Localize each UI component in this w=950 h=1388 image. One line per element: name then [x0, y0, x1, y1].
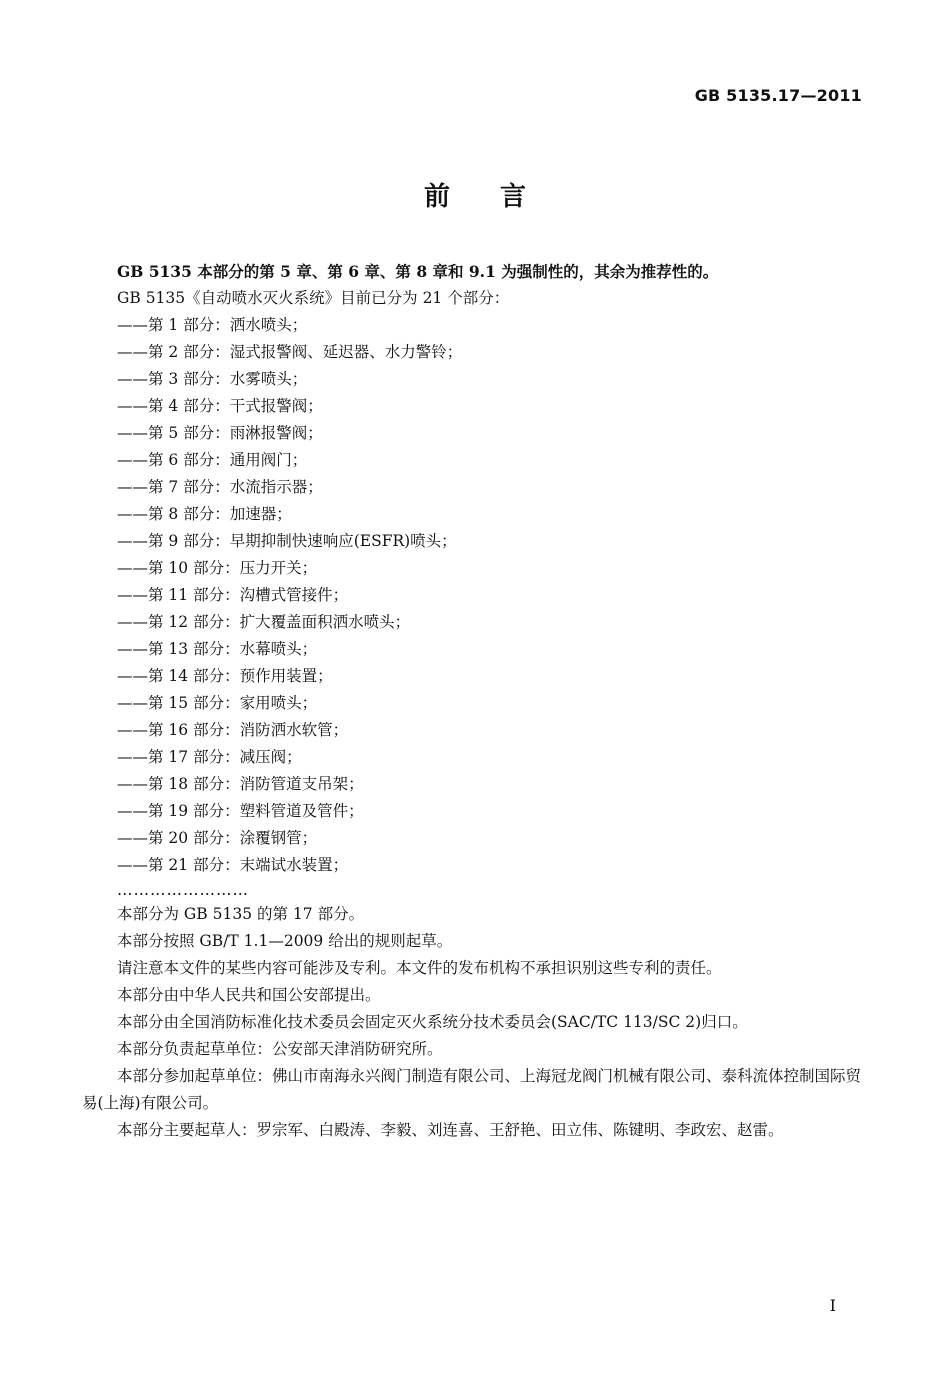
list-item: ——第 1 部分：洒水喷头；	[117, 316, 308, 334]
list-item: ——第 10 部分：压力开关；	[117, 559, 318, 577]
paragraph: 本部分负责起草单位：公安部天津消防研究所。	[117, 1040, 443, 1058]
list-item: ——第 20 部分：涂覆钢管；	[117, 829, 318, 847]
list-item: ——第 4 部分：干式报警阀；	[117, 397, 323, 415]
paragraph: 本部分主要起草人：罗宗军、白殿涛、李毅、刘连喜、王舒艳、田立伟、陈键明、李政宏、赵雷。	[117, 1121, 784, 1139]
list-item: ——第 9 部分：早期抑制快速响应(ESFR)喷头；	[117, 532, 457, 550]
list-item: ——第 11 部分：沟槽式管接件；	[117, 586, 349, 604]
list-item: ——第 7 部分：水流指示器；	[117, 478, 323, 496]
list-item: ——第 12 部分：扩大覆盖面积洒水喷头；	[117, 613, 411, 631]
page-title: 前言	[423, 182, 576, 212]
paragraph: 本部分由中华人民共和国公安部提出。	[117, 986, 381, 1004]
ellipsis-line: ……………………	[117, 881, 249, 899]
paragraph: 本部分按照 GB/T 1.1—2009 给出的规则起草。	[117, 932, 453, 950]
page-number: I	[829, 1296, 836, 1315]
standard-number: GB 5135.17—2011	[694, 86, 862, 105]
list-item: ——第 5 部分：雨淋报警阀；	[117, 424, 323, 442]
list-item: ——第 15 部分：家用喷头；	[117, 694, 318, 712]
list-item: ——第 2 部分：湿式报警阀、延迟器、水力警铃；	[117, 343, 463, 361]
list-item: ——第 16 部分：消防洒水软管；	[117, 721, 349, 739]
list-item: ——第 14 部分：预作用装置；	[117, 667, 333, 685]
document-body	[82, 258, 864, 1144]
list-item: ——第 18 部分：消防管道支吊架；	[117, 775, 364, 793]
list-item: ——第 3 部分：水雾喷头；	[117, 370, 308, 388]
list-item: ——第 19 部分：塑料管道及管件；	[117, 802, 364, 820]
list-item: ——第 13 部分：水幕喷头；	[117, 640, 318, 658]
list-item: ——第 6 部分：通用阀门；	[117, 451, 308, 469]
list-item: ——第 21 部分：末端试水装置；	[117, 856, 349, 874]
list-item: ——第 17 部分：减压阀；	[117, 748, 302, 766]
parts-list	[82, 312, 864, 879]
parts-intro: GB 5135《自动喷水灭火系统》目前已分为 21 个部分：	[117, 289, 510, 307]
paragraph: 请注意本文件的某些内容可能涉及专利。本文件的发布机构不承担识别这些专利的责任。	[117, 959, 722, 977]
paragraph: 本部分参加起草单位：佛山市南海永兴阀门制造有限公司、上海冠龙阀门机械有限公司、泰科流体控制国际贸易(上海)有限公司。	[82, 1067, 862, 1112]
paragraph: 本部分由全国消防标准化技术委员会固定灭火系统分技术委员会(SAC/TC 113/SC 2)归口。	[117, 1013, 748, 1031]
paragraph: 本部分为 GB 5135 的第 17 部分。	[117, 905, 365, 923]
list-item: ——第 8 部分：加速器；	[117, 505, 292, 523]
mandatory-statement: GB 5135 本部分的第 5 章、第 6 章、第 8 章和 9.1 为强制性的，其余为推荐性的。	[117, 262, 719, 281]
